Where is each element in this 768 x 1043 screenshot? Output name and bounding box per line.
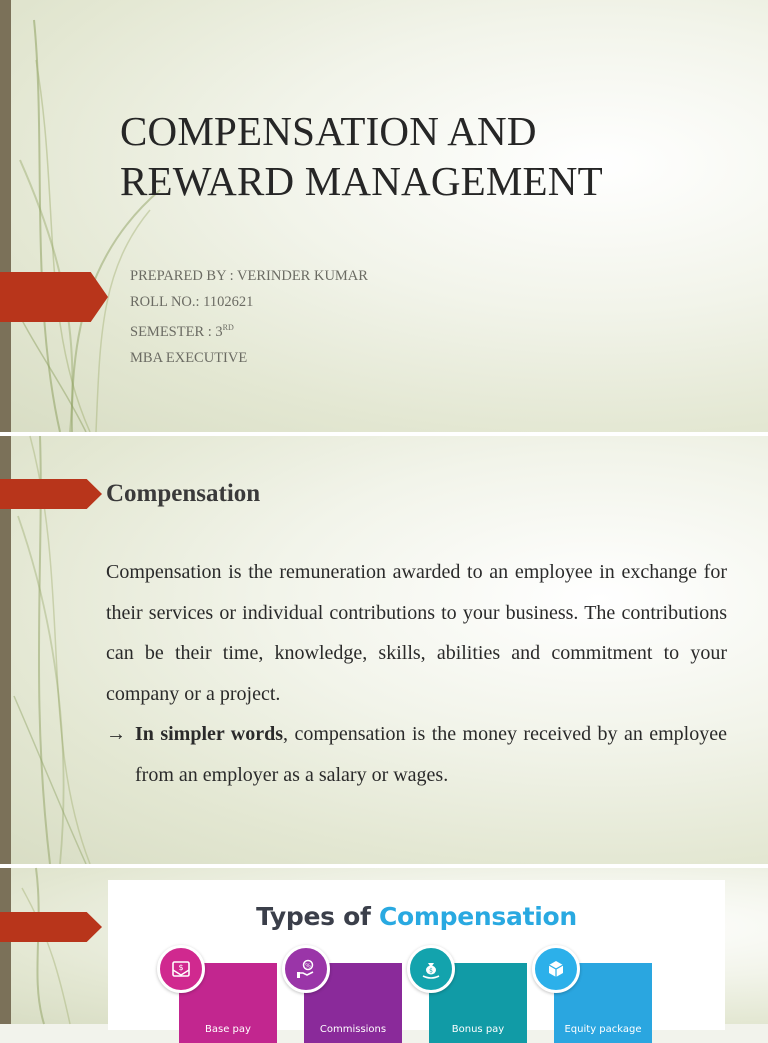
type-card-equity-package bbox=[554, 963, 652, 1043]
title-slide bbox=[0, 0, 768, 432]
prepared-by-text: PREPARED BY : VERINDER KUMAR bbox=[130, 268, 368, 284]
cube-icon bbox=[532, 945, 580, 993]
svg-text:%: % bbox=[305, 962, 311, 970]
bullet-bold-text: In simpler words bbox=[135, 723, 284, 745]
program-text: MBA EXECUTIVE bbox=[130, 349, 248, 366]
title-line-2: REWARD MANAGEMENT bbox=[120, 158, 603, 204]
infographic-title-highlight: Compensation bbox=[379, 902, 577, 931]
roll-number-text: ROLL NO.: 1102621 bbox=[130, 293, 254, 310]
infographic-title bbox=[108, 902, 725, 931]
semester-superscript: RD bbox=[222, 323, 234, 332]
money-envelope-icon bbox=[157, 945, 205, 993]
semester-text bbox=[130, 315, 368, 346]
presentation-title bbox=[120, 106, 603, 206]
type-label: Commissions bbox=[319, 1024, 387, 1035]
bullet-rest-text: , compensation is the money received by an employee from an employer as a salary or wages. bbox=[135, 723, 727, 786]
type-label: Equity package bbox=[564, 1024, 642, 1035]
decorative-grass-lines bbox=[0, 868, 110, 1024]
simpler-words-bullet bbox=[106, 714, 727, 795]
red-tab-marker bbox=[0, 912, 102, 942]
red-tab-marker bbox=[0, 479, 102, 509]
section-heading: Compensation bbox=[106, 480, 261, 507]
type-card-base-pay bbox=[179, 963, 277, 1043]
semester-label: SEMESTER : 3 bbox=[130, 324, 223, 340]
red-tab-marker bbox=[0, 272, 108, 322]
type-card-commissions bbox=[304, 963, 402, 1043]
left-accent-bar bbox=[0, 0, 11, 432]
types-infographic bbox=[108, 880, 725, 1035]
left-accent-bar bbox=[0, 868, 11, 1024]
presenter-details bbox=[130, 264, 368, 371]
definition-paragraph: Compensation is the remuneration awarded to an employee in exchange for their services or individual contributions to your business. The contributions can be their time, knowledge, skills, abilities and commitment to your company or a project. bbox=[106, 561, 727, 705]
type-label: Base pay bbox=[205, 1024, 251, 1035]
hand-percent-icon bbox=[282, 945, 330, 993]
svg-text:$: $ bbox=[429, 967, 433, 975]
money-bag-hand-icon bbox=[407, 945, 455, 993]
infographic-title-part1: Types of bbox=[256, 902, 379, 931]
type-card-bonus-pay bbox=[429, 963, 527, 1043]
arrow-bullet-icon: → bbox=[106, 723, 126, 745]
title-line-1: COMPENSATION AND bbox=[120, 108, 537, 154]
bullet-text bbox=[135, 714, 727, 795]
types-of-compensation-slide bbox=[0, 868, 768, 1035]
type-label: Bonus pay bbox=[451, 1024, 505, 1035]
compensation-definition-slide bbox=[0, 436, 768, 864]
svg-text:$: $ bbox=[178, 963, 184, 972]
